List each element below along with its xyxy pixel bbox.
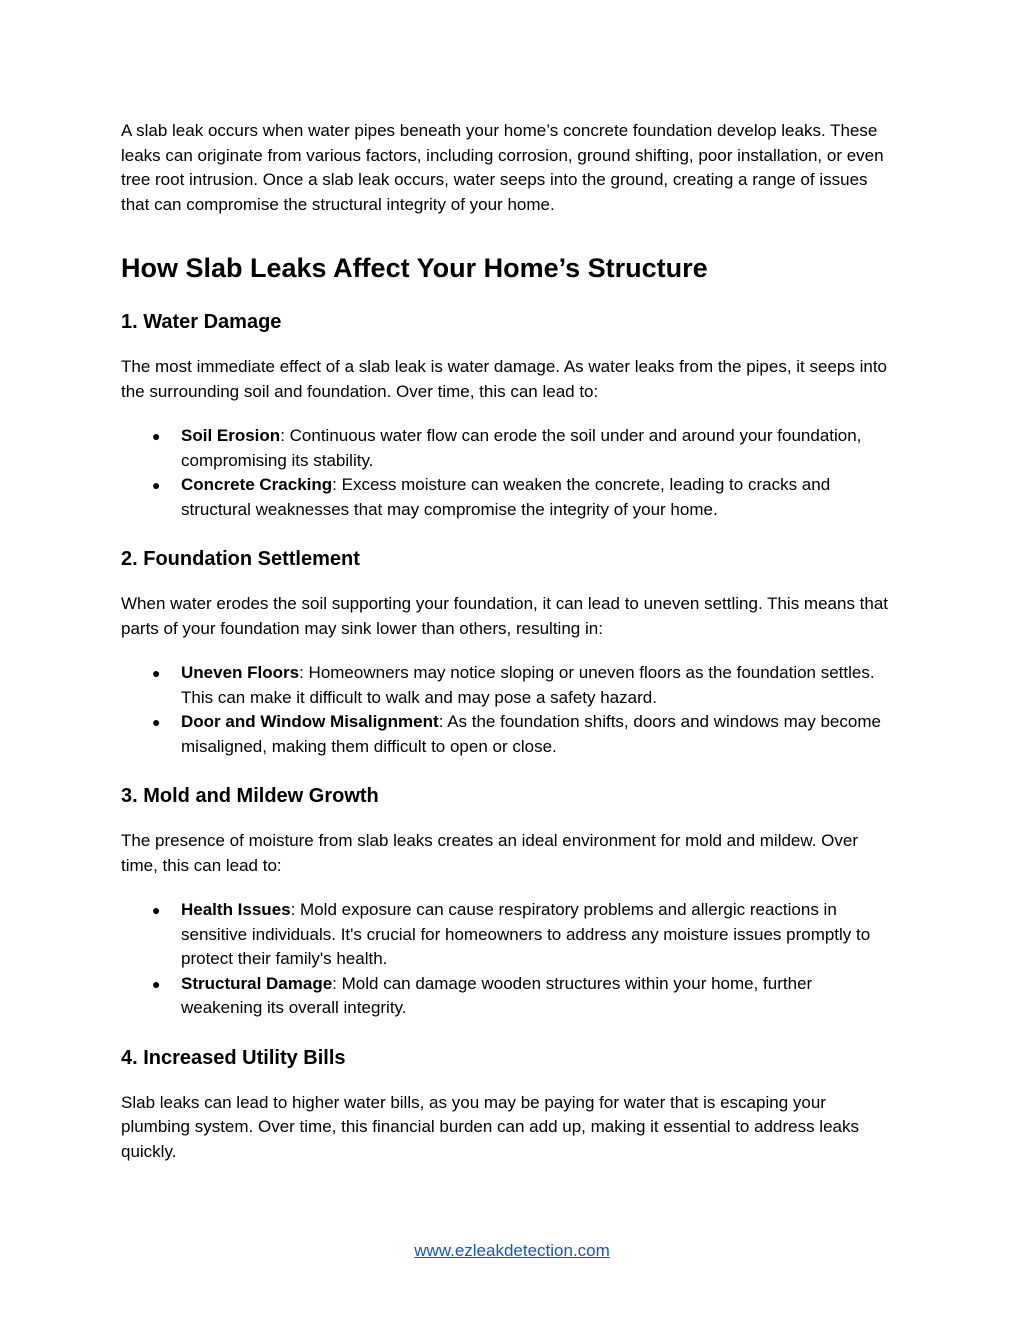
- list-item-term: Soil Erosion: [181, 426, 281, 445]
- intro-paragraph: A slab leak occurs when water pipes beneath your home’s concrete foundation develop leaks. These leaks can originate from various factors, including corrosion, ground shifting, poor installation, or even tree root intrusion. Once a slab leak occurs, water seeps into the ground, creating a range of issues that can compromise the structural integrity of your home.: [121, 121, 884, 214]
- list-item-text: : Mold exposure can cause respiratory problems and allergic reactions in sensitive individuals. It's crucial for homeowners to address any moisture issues promptly to protect their family's health.: [181, 900, 871, 968]
- list-item-term: Concrete Cracking: [181, 475, 333, 494]
- list-item-term: Door and Window Misalignment: [181, 712, 439, 731]
- section-heading-utility-bills: 4. Increased Utility Bills: [121, 1046, 346, 1069]
- section-paragraph-foundation-settlement: When water erodes the soil supporting your foundation, it can lead to uneven settling. This means that parts of your foundation may sink lower than others, resulting in:: [121, 594, 889, 638]
- list-item-term: Structural Damage: [181, 973, 333, 993]
- section-paragraph-utility-bills: Slab leaks can lead to higher water bills, as you may be paying for water that is escaping your plumbing system. Over time, this financial burden can add up, making it essential to address leaks quickly.: [121, 1092, 859, 1161]
- bullet-icon: ●: [152, 714, 161, 730]
- bullet-icon: ●: [152, 665, 161, 681]
- list-item-text: : Mold can damage wooden structures within your home, further weakening its overall integrity.: [181, 973, 813, 1017]
- footer: [0, 1240, 1024, 1262]
- list-item-text: : Excess moisture can weaken the concrete, leading to cracks and structural weaknesses that may compromise the integrity of your home.: [181, 475, 831, 519]
- section-paragraph-mold-mildew: The presence of moisture from slab leaks creates an ideal environment for mold and mildew. Over time, this can lead to:: [121, 831, 859, 875]
- list-item-text: : As the foundation shifts, doors and windows may become misaligned, making them difficult to open or close.: [181, 712, 881, 756]
- document-body: [121, 119, 896, 1164]
- list-item: [121, 424, 896, 473]
- bullet-icon: ●: [152, 975, 161, 992]
- bullet-list-mold-mildew: [121, 898, 896, 1021]
- bullet-list-water-damage: [121, 424, 896, 522]
- list-item-text: : Continuous water flow can erode the soil under and around your foundation, compromising its stability.: [181, 426, 862, 470]
- section-heading-mold-mildew: 3. Mold and Mildew Growth: [121, 785, 379, 807]
- list-item-term: Health Issues: [181, 900, 291, 919]
- section-paragraph-water-damage: The most immediate effect of a slab leak is water damage. As water leaks from the pipes, it seeps into the surrounding soil and foundation. Over time, this can lead to:: [121, 357, 887, 401]
- bullet-list-foundation-settlement: [121, 661, 896, 759]
- list-item-text: : Homeowners may notice sloping or uneven floors as the foundation settles. This can make it difficult to walk and may pose a safety hazard.: [181, 663, 875, 707]
- list-item: [121, 710, 896, 759]
- list-item: [121, 473, 896, 522]
- section-heading-foundation-settlement: 2. Foundation Settlement: [121, 548, 360, 570]
- website-link[interactable]: www.ezleakdetection.com: [414, 1241, 610, 1260]
- list-item: [121, 898, 896, 972]
- section-heading-water-damage: 1. Water Damage: [121, 311, 282, 333]
- bullet-icon: ●: [152, 902, 161, 918]
- list-item-term: Uneven Floors: [181, 663, 300, 682]
- list-item: [121, 972, 896, 1021]
- bullet-icon: ●: [152, 477, 161, 493]
- list-item: [121, 661, 896, 710]
- main-heading: How Slab Leaks Affect Your Home’s Structure: [121, 253, 708, 283]
- bullet-icon: ●: [152, 428, 161, 444]
